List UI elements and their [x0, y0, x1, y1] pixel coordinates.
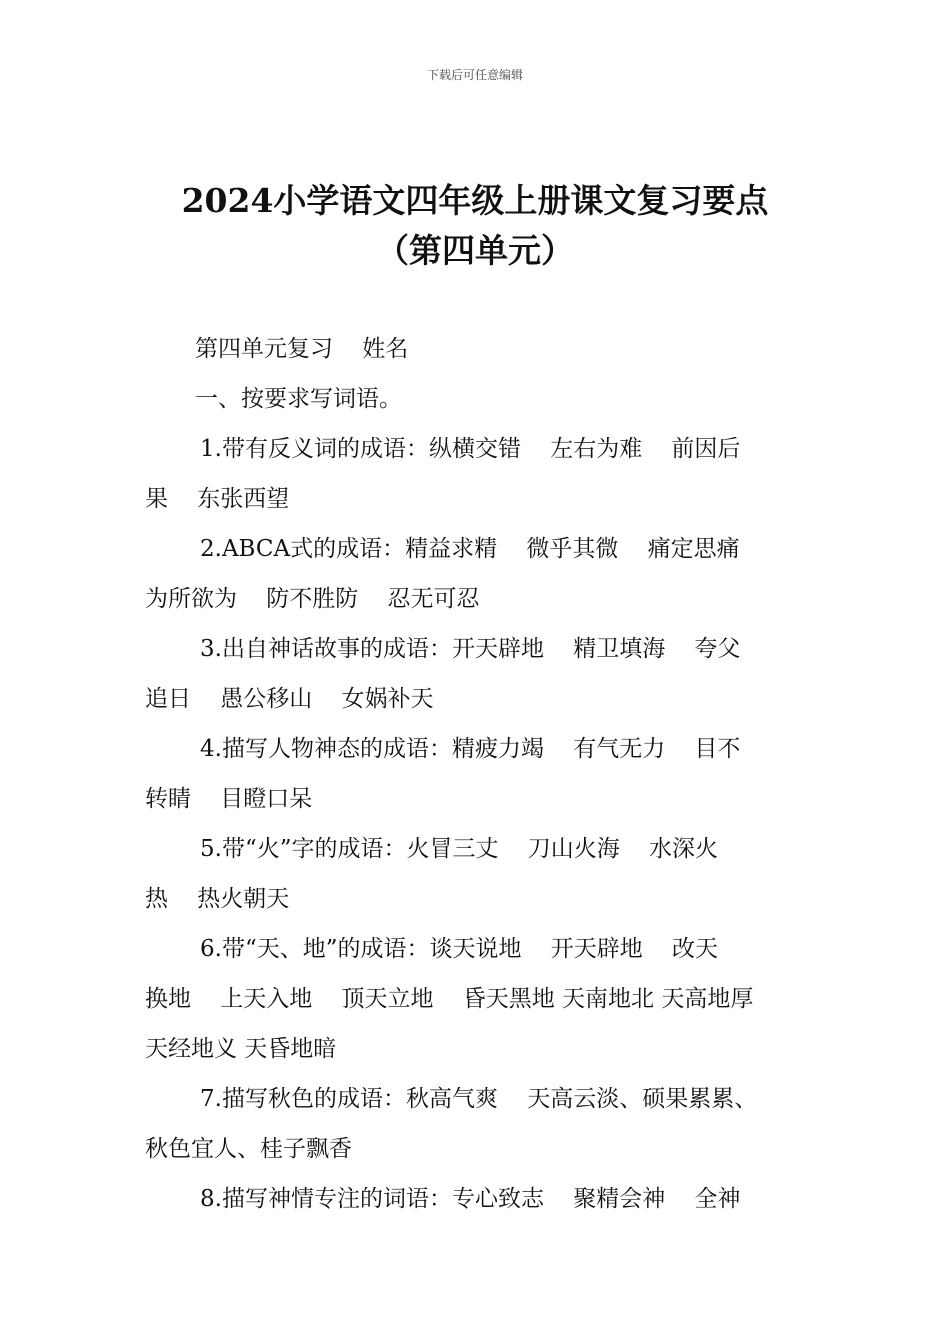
item-4-line1: 4.描写人物神态的成语：精疲力竭 有气无力 目不 — [200, 736, 741, 762]
item-7-line1: 7.描写秋色的成语：秋高气爽 天高云淡、硕果累累、 — [200, 1086, 758, 1112]
item-3-line2: 追日 愚公移山 女娲补天 — [145, 686, 434, 712]
document-title-line1: 2024小学语文四年级上册课文复习要点 — [181, 181, 769, 220]
item-7-line2: 秋色宜人、桂子飘香 — [145, 1136, 352, 1162]
item-2-line2: 为所欲为 防不胜防 忍无可忍 — [145, 586, 480, 612]
document-title-line2: （第四单元） — [376, 231, 574, 270]
item-6-line3: 天经地义 天昏地暗 — [145, 1036, 337, 1062]
unit-review-heading: 第四单元复习 姓名 — [195, 336, 409, 362]
item-1-line1: 1.带有反义词的成语：纵横交错 左右为难 前因后 — [200, 436, 741, 462]
item-1-line2: 果 东张西望 — [145, 486, 290, 512]
item-6-line2: 换地 上天入地 顶天立地 昏天黑地 天南地北 天高地厚 — [145, 986, 754, 1012]
item-5-line2: 热 热火朝天 — [145, 886, 290, 912]
item-4-line2: 转睛 目瞪口呆 — [145, 786, 313, 812]
document-body — [145, 324, 825, 1224]
item-8-line1: 8.描写神情专注的词语：专心致志 聚精会神 全神 — [200, 1186, 741, 1212]
item-6-line1: 6.带“天、地”的成语：谈天说地 开天辟地 改天 — [200, 936, 718, 962]
section-heading: 一、按要求写词语。 — [195, 386, 402, 412]
item-2-line1: 2.ABCA式的成语：精益求精 微乎其微 痛定思痛 — [200, 536, 740, 562]
page-header: 下载后可任意编辑 — [426, 68, 523, 82]
item-3-line1: 3.出自神话故事的成语：开天辟地 精卫填海 夸父 — [200, 636, 741, 662]
item-5-line1: 5.带“火”字的成语：火冒三丈 刀山火海 水深火 — [200, 836, 718, 862]
